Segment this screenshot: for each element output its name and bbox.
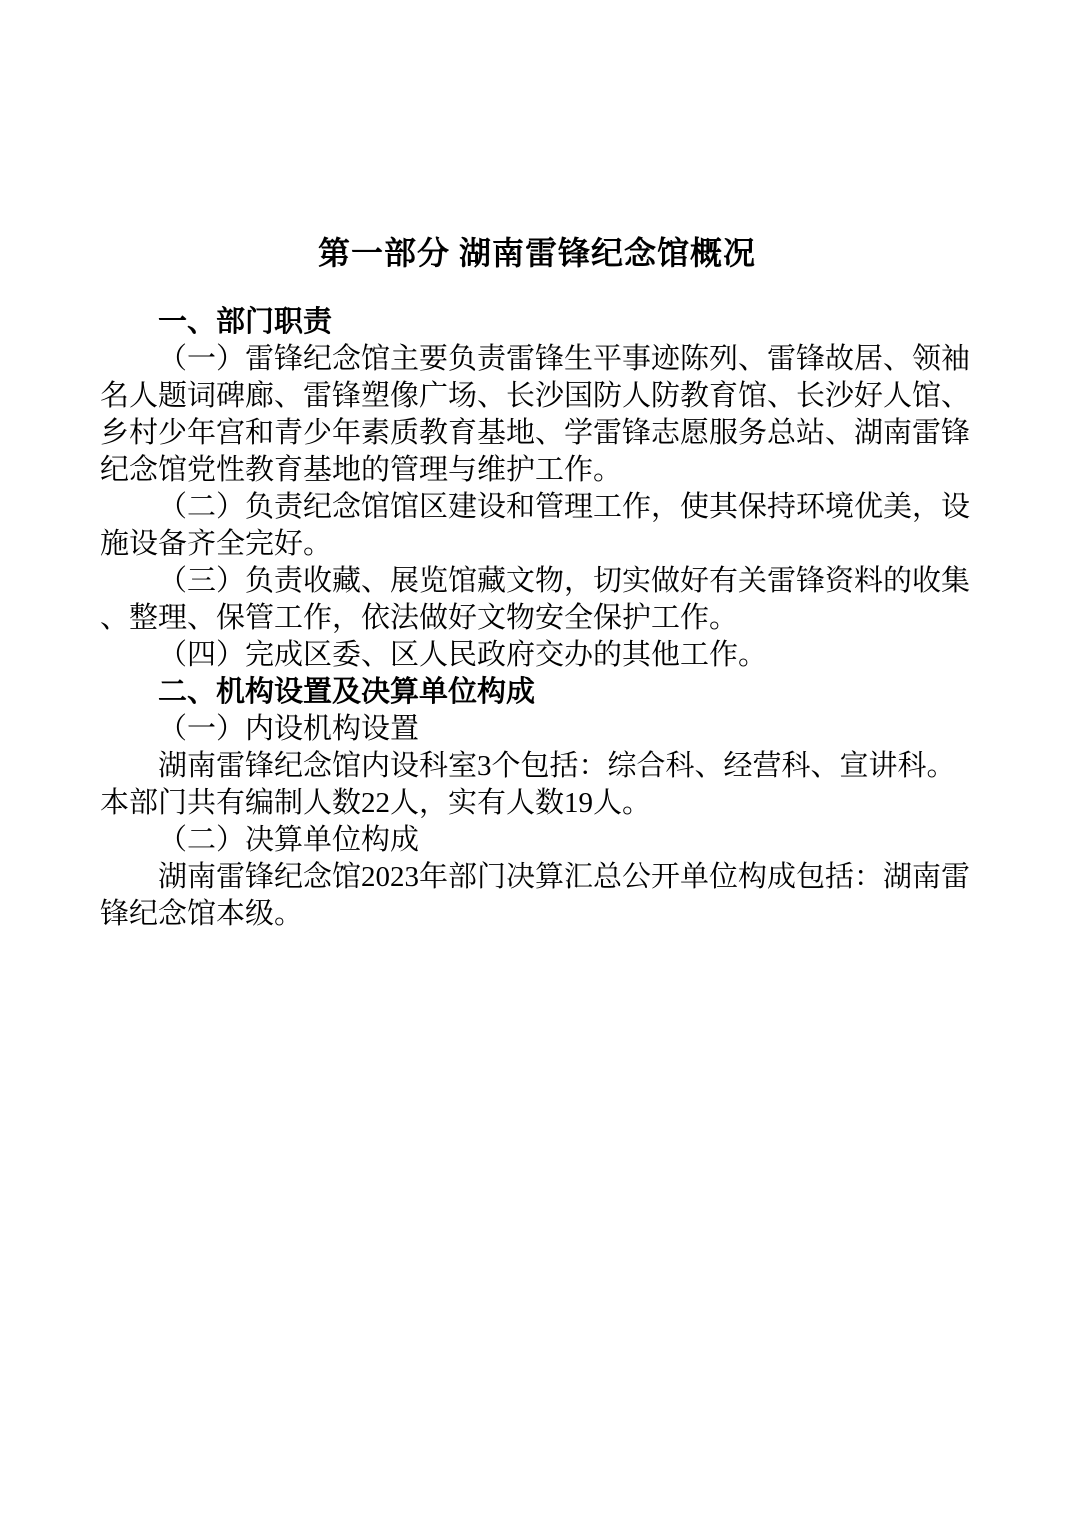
paragraph — [100, 489, 974, 563]
document-body — [100, 304, 974, 933]
text-line: （三）负责收藏、展览馆藏文物，切实做好有关雷锋资料的收集 — [158, 565, 971, 597]
section-heading-2: 二、机构设置及决算单位构成 — [158, 676, 536, 708]
text-line: 纪念馆党性教育基地的管理与维护工作。 — [100, 454, 623, 486]
text-line: 湖南雷锋纪念馆内设科室3个包括：综合科、经营科、宣讲科。 — [158, 750, 956, 782]
text-line: （二）负责纪念馆馆区建设和管理工作，使其保持环境优美，设 — [158, 491, 971, 523]
paragraph — [100, 822, 974, 859]
text-line: （二）决算单位构成 — [158, 824, 420, 856]
text-line: 锋纪念馆本级。 — [100, 898, 304, 930]
text-line: 湖南雷锋纪念馆2023年部门决算汇总公开单位构成包括：湖南雷 — [158, 861, 971, 893]
paragraph — [100, 563, 974, 637]
text-line: （一）内设机构设置 — [158, 713, 420, 745]
text-line: （四）完成区委、区人民政府交办的其他工作。 — [158, 639, 768, 671]
text-line: 施设备齐全完好。 — [100, 528, 333, 560]
paragraph — [100, 637, 974, 674]
text-line: 名人题词碑廊、雷锋塑像广场、长沙国防人防教育馆、长沙好人馆、 — [100, 380, 971, 412]
text-line: 本部门共有编制人数22人，实有人数19人。 — [100, 787, 652, 819]
document-title: 第一部分 湖南雷锋纪念馆概况 — [317, 235, 756, 271]
text-line: （一）雷锋纪念馆主要负责雷锋生平事迹陈列、雷锋故居、领袖 — [158, 343, 971, 375]
paragraph — [100, 859, 974, 933]
paragraph — [100, 341, 974, 489]
paragraph — [100, 748, 974, 822]
paragraph — [100, 711, 974, 748]
text-line: 、整理、保管工作，依法做好文物安全保护工作。 — [100, 602, 739, 634]
text-line: 乡村少年宫和青少年素质教育基地、学雷锋志愿服务总站、湖南雷锋 — [100, 417, 971, 449]
section-heading-1: 一、部门职责 — [158, 306, 333, 338]
